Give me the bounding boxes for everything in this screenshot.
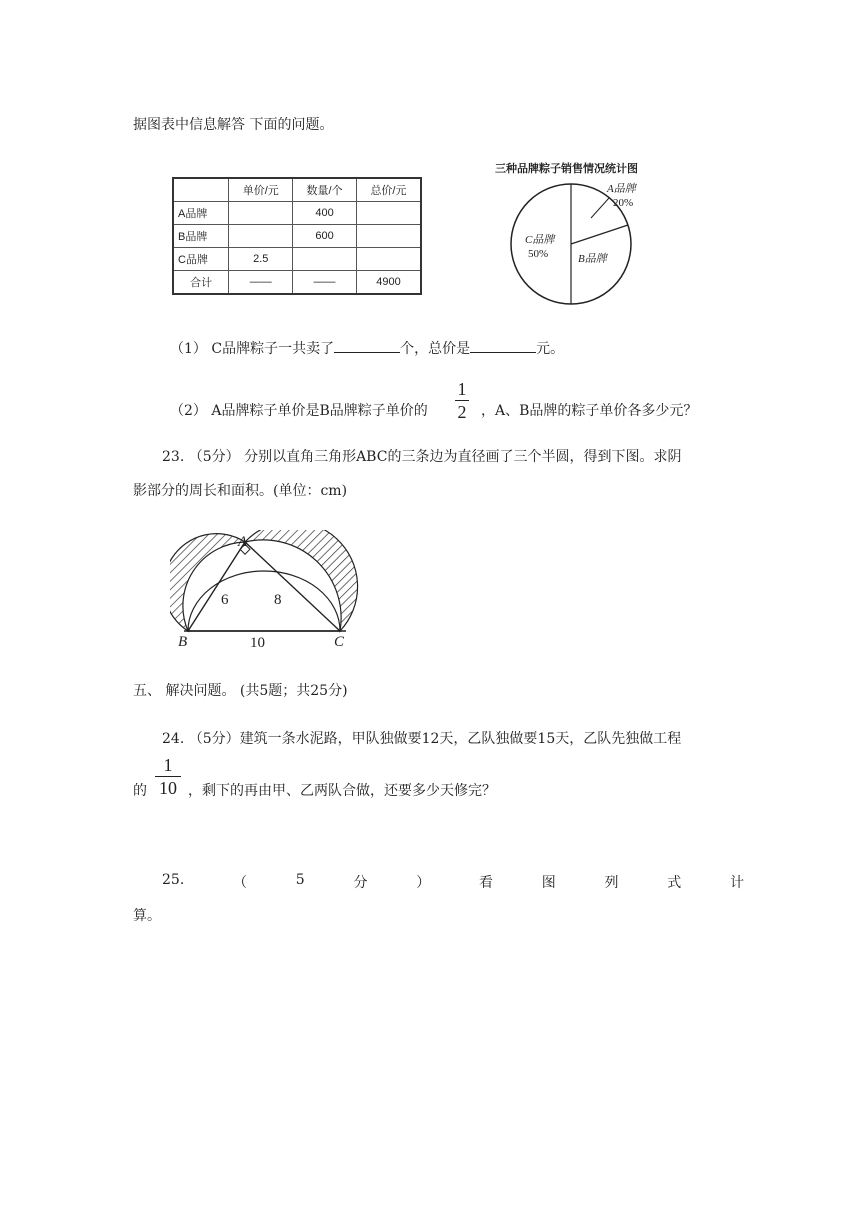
answer-blank[interactable]: [334, 340, 400, 353]
question-25-line-2: 算。: [133, 908, 161, 924]
pie-chart: [495, 158, 735, 308]
table-header-cell: 数量/个: [293, 178, 357, 202]
side-ac-label: 8: [274, 592, 282, 608]
question-1-text-a: C品牌粽子一共卖了: [206, 341, 335, 357]
table-header-cell: 总价/元: [356, 178, 421, 202]
fraction-one-half: [455, 380, 469, 421]
table-row: [173, 271, 421, 295]
table-cell: [229, 225, 293, 248]
section-heading: 五、 解决问题。 (共5题；共25分): [133, 683, 348, 699]
question-25-token: 5: [295, 872, 305, 888]
question-25-token: 25.: [162, 872, 185, 888]
semicircle-figure: [170, 530, 370, 650]
vertex-b-label: B: [178, 634, 188, 650]
question-2-number: （2）: [170, 403, 207, 419]
table-header-cell: 单价/元: [229, 178, 293, 202]
pie-label-b: B品牌: [578, 253, 607, 265]
pie-label-c: C品牌: [525, 234, 555, 246]
question-25-token: 计: [729, 875, 744, 891]
question-24-line-1: 24. （5分）建筑一条水泥路，甲队独做要12天，乙队独做要15天，乙队先独做工程: [162, 731, 682, 747]
semicircle-hypotenuse: [188, 571, 340, 631]
fraction-numerator: 1: [163, 755, 173, 775]
shaded-lune-left: [170, 534, 245, 631]
table-row: [173, 202, 421, 225]
pie-pct-a: 20%: [613, 197, 634, 209]
question-24-pre: 的: [133, 783, 147, 799]
question-25-token: 列: [604, 875, 619, 891]
table-cell: [356, 202, 421, 225]
question-25-line-1: [162, 872, 744, 892]
pie-label-a: A品牌: [607, 183, 636, 195]
table-cell: [356, 225, 421, 248]
pie-label-leader: [591, 198, 609, 218]
question-1-number: （1）: [170, 341, 207, 357]
table-cell: 400: [293, 202, 357, 225]
question-25-token: 图: [541, 875, 556, 891]
question-2: [170, 400, 428, 420]
pie-pct-c: 50%: [528, 248, 549, 260]
table-cell: B品牌: [173, 225, 229, 248]
fraction-numerator: 1: [457, 379, 467, 399]
question-23-line-2: 影部分的周长和面积。(单位：cm): [133, 483, 348, 499]
shaded-lune-right: [245, 530, 358, 631]
table-cell: ——: [229, 271, 293, 295]
table-row: [173, 248, 421, 271]
question-1-text-c: 元。: [536, 341, 565, 357]
pie-divider-b: [571, 225, 628, 244]
question-25-token: 式: [667, 875, 682, 891]
table-cell: 2.5: [229, 248, 293, 271]
answer-blank[interactable]: [470, 340, 536, 353]
question-1-text-b: 个，总价是: [400, 341, 471, 357]
table-cell: 合计: [173, 271, 229, 295]
pie-title: 三种品牌粽子销售情况统计图: [495, 163, 638, 175]
question-25-token: 看: [478, 875, 493, 891]
table-cell: [293, 248, 357, 271]
vertex-c-label: C: [334, 634, 345, 650]
table-cell: [356, 248, 421, 271]
question-1: [170, 338, 564, 358]
table-header-row: [173, 178, 421, 202]
fraction-one-tenth: [155, 756, 181, 797]
question-2-tail: ，A、B品牌的粽子单价各多少元？: [481, 403, 698, 419]
fraction-denominator: 2: [457, 402, 467, 422]
table-header-cell: [173, 178, 229, 202]
side-ab-label: 6: [221, 592, 229, 608]
question-2-text-a: A品牌粽子单价是B品牌粽子单价的: [206, 403, 428, 419]
table-cell: A品牌: [173, 202, 229, 225]
table-cell: 600: [293, 225, 357, 248]
intro-text: 据图表中信息解答 下面的问题。: [133, 117, 334, 133]
question-24-line-2: ，剩下的再由甲、乙两队合做，还要多少天修完？: [188, 783, 496, 799]
table-cell: 4900: [356, 271, 421, 295]
data-table: [172, 177, 422, 295]
vertex-a-label: A: [238, 534, 248, 550]
table-row: [173, 225, 421, 248]
question-23-line-1: 23. （5分） 分别以直角三角形ABC的三条边为直径画了三个半圆，得到下图。求阴: [162, 449, 682, 465]
question-25-token: （: [233, 875, 248, 891]
question-25-token: 分: [353, 875, 368, 891]
table-cell: [229, 202, 293, 225]
table-cell: ——: [293, 271, 357, 295]
fraction-bar: [455, 400, 469, 401]
table-cell: C品牌: [173, 248, 229, 271]
side-bc-label: 10: [250, 635, 265, 650]
question-25-token: ）: [416, 875, 431, 891]
fraction-denominator: 10: [159, 778, 177, 798]
fraction-bar: [155, 776, 181, 777]
